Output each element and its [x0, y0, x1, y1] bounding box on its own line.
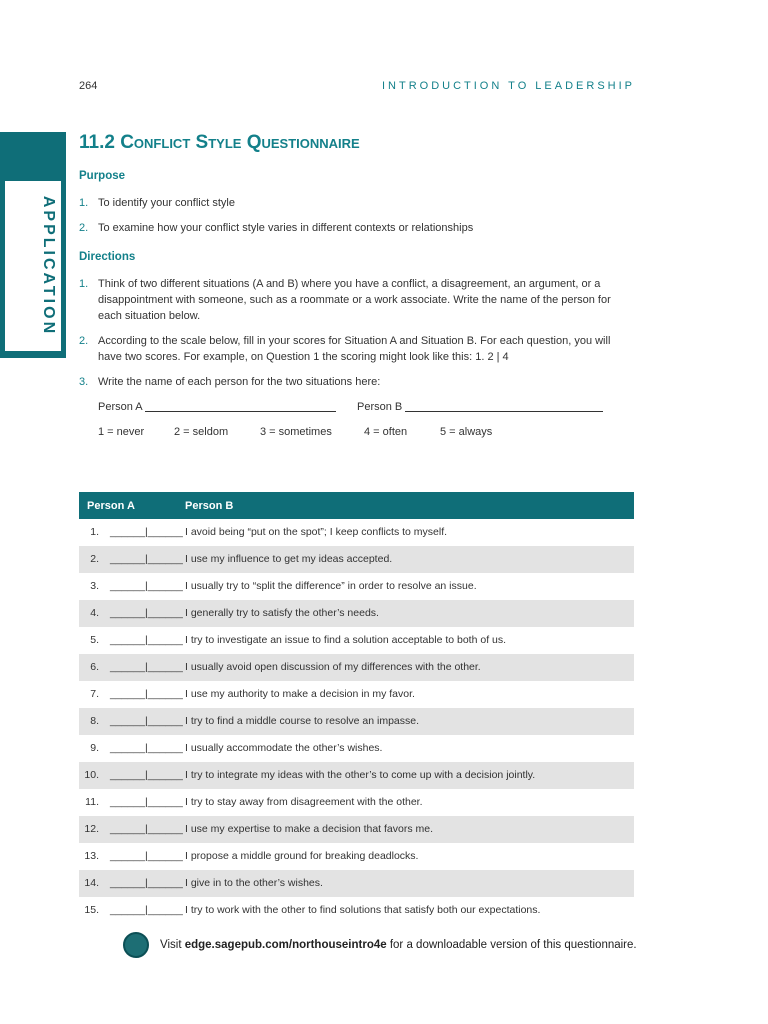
score-blank[interactable]: ______|______: [110, 769, 183, 781]
question-number: 6.: [90, 661, 99, 673]
score-blank[interactable]: ______|______: [110, 850, 183, 862]
table-header: [79, 492, 634, 519]
questionnaire-table: [79, 492, 634, 924]
question-number: 13.: [84, 850, 99, 862]
footer-suffix: for a downloadable version of this questionnaire.: [386, 939, 637, 951]
question-number: 1.: [90, 526, 99, 538]
table-row: [79, 735, 634, 762]
item-text: To examine how your conflict style varies in different contexts or relationships: [98, 222, 474, 234]
score-blank[interactable]: ______|______: [110, 553, 183, 565]
column-header-person-b: Person B: [185, 500, 234, 512]
question-number: 3.: [90, 580, 99, 592]
person-a-label: Person A: [98, 401, 143, 413]
table-row: [79, 708, 634, 735]
question-number: 9.: [90, 742, 99, 754]
question-number: 14.: [84, 877, 99, 889]
score-blank[interactable]: ______|______: [110, 688, 183, 700]
purpose-item: [79, 220, 635, 236]
score-blank[interactable]: ______|______: [110, 904, 183, 916]
scale-item: 1 = never: [98, 426, 145, 438]
score-blank[interactable]: ______|______: [110, 742, 183, 754]
sage-edge-logo-icon: [123, 932, 149, 958]
question-text: I give in to the other’s wishes.: [185, 877, 323, 889]
table-row: [79, 762, 634, 789]
directions-item: [79, 374, 635, 390]
question-number: 2.: [90, 553, 99, 565]
item-number: 1.: [79, 197, 89, 209]
question-text: I use my influence to get my ideas accepted.: [185, 553, 393, 565]
question-text: I use my expertise to make a decision that favors me.: [185, 823, 434, 835]
person-b-field[interactable]: [357, 400, 603, 413]
question-number: 7.: [90, 688, 99, 700]
table-body: [79, 519, 634, 924]
score-blank[interactable]: ______|______: [110, 607, 183, 619]
page-number: 264: [79, 80, 98, 92]
score-blank[interactable]: ______|______: [110, 796, 183, 808]
question-text: I try to stay away from disagreement with the other.: [185, 796, 423, 808]
question-text: I usually avoid open discussion of my differences with the other.: [185, 661, 481, 673]
question-text: I try to work with the other to find solutions that satisfy both our expectations.: [185, 904, 541, 916]
scale-item: 2 = seldom: [174, 426, 229, 438]
question-text: I avoid being “put on the spot”; I keep conflicts to myself.: [185, 526, 448, 538]
item-number: 2.: [79, 335, 89, 347]
item-text: According to the scale below, fill in your scores for Situation A and Situation B. For each question, you will have two scores. For example, on Question 1 the scoring might look like this: 1. 2 | 4: [98, 335, 611, 363]
item-text: Write the name of each person for the two situations here:: [98, 376, 381, 388]
scale-item: 4 = often: [364, 426, 408, 438]
table-row: [79, 600, 634, 627]
person-b-blank[interactable]: [405, 400, 603, 412]
table-row: [79, 654, 634, 681]
question-text: I propose a middle ground for breaking deadlocks.: [185, 850, 419, 862]
directions-heading: Directions: [79, 251, 136, 263]
running-head: INTRODUCTION TO LEADERSHIP: [381, 80, 635, 92]
section-title: 11.2 Conflict Style Questionnaire: [79, 132, 360, 153]
directions-item: [79, 333, 635, 365]
question-number: 15.: [84, 904, 99, 916]
side-tab-label: APPLICATION: [40, 195, 57, 337]
directions-list: [79, 276, 635, 399]
table-row: [79, 681, 634, 708]
score-blank[interactable]: ______|______: [110, 634, 183, 646]
question-number: 11.: [85, 796, 99, 808]
person-b-label: Person B: [357, 401, 403, 413]
question-text: I try to find a middle course to resolve an impasse.: [185, 715, 420, 727]
question-text: I generally try to satisfy the other’s needs.: [185, 607, 379, 619]
footer-prefix: Visit: [160, 939, 185, 951]
person-a-blank[interactable]: [145, 400, 336, 412]
score-blank[interactable]: ______|______: [110, 661, 183, 673]
table-row: [79, 519, 634, 546]
question-text: I use my authority to make a decision in my favor.: [185, 688, 415, 700]
question-text: I usually try to “split the difference” in order to resolve an issue.: [185, 580, 477, 592]
scale-item: 5 = always: [440, 426, 493, 438]
column-header-person-a: Person A: [87, 500, 135, 512]
purpose-list: [79, 195, 635, 245]
table-row: [79, 870, 634, 897]
table-row: [79, 573, 634, 600]
question-text: I usually accommodate the other’s wishes.: [185, 742, 383, 754]
score-blank[interactable]: ______|______: [110, 823, 183, 835]
table-row: [79, 843, 634, 870]
table-row: [79, 897, 634, 924]
question-number: 4.: [90, 607, 99, 619]
person-a-field[interactable]: [98, 400, 336, 413]
purpose-heading: Purpose: [79, 170, 126, 182]
item-number: 3.: [79, 376, 89, 388]
table-row: [79, 546, 634, 573]
table-row: [79, 816, 634, 843]
question-number: 5.: [90, 634, 99, 646]
question-text: I try to investigate an issue to find a solution acceptable to both of us.: [185, 634, 507, 646]
score-blank[interactable]: ______|______: [110, 715, 183, 727]
question-number: 8.: [90, 715, 99, 727]
item-number: 2.: [79, 222, 89, 234]
question-number: 10.: [84, 769, 99, 781]
question-text: I try to integrate my ideas with the other’s to come up with a decision jointly.: [185, 769, 536, 781]
purpose-item: [79, 195, 635, 211]
footer-note: [160, 939, 637, 951]
footer-link[interactable]: edge.sagepub.com/northouseintro4e: [184, 939, 387, 951]
score-blank[interactable]: ______|______: [110, 877, 183, 889]
directions-item: [79, 276, 635, 324]
item-text: Think of two different situations (A and B) where you have a conflict, a disagreement, an argument, or a disappointment with someone, such as a roommate or a work associate. Write the name of the person for each situation below.: [98, 278, 611, 322]
table-row: [79, 789, 634, 816]
score-blank[interactable]: ______|______: [110, 526, 183, 538]
item-number: 1.: [79, 278, 89, 290]
table-row: [79, 627, 634, 654]
scale-item: 3 = sometimes: [260, 426, 332, 438]
question-number: 12.: [84, 823, 99, 835]
item-text: To identify your conflict style: [98, 197, 235, 209]
score-blank[interactable]: ______|______: [110, 580, 183, 592]
